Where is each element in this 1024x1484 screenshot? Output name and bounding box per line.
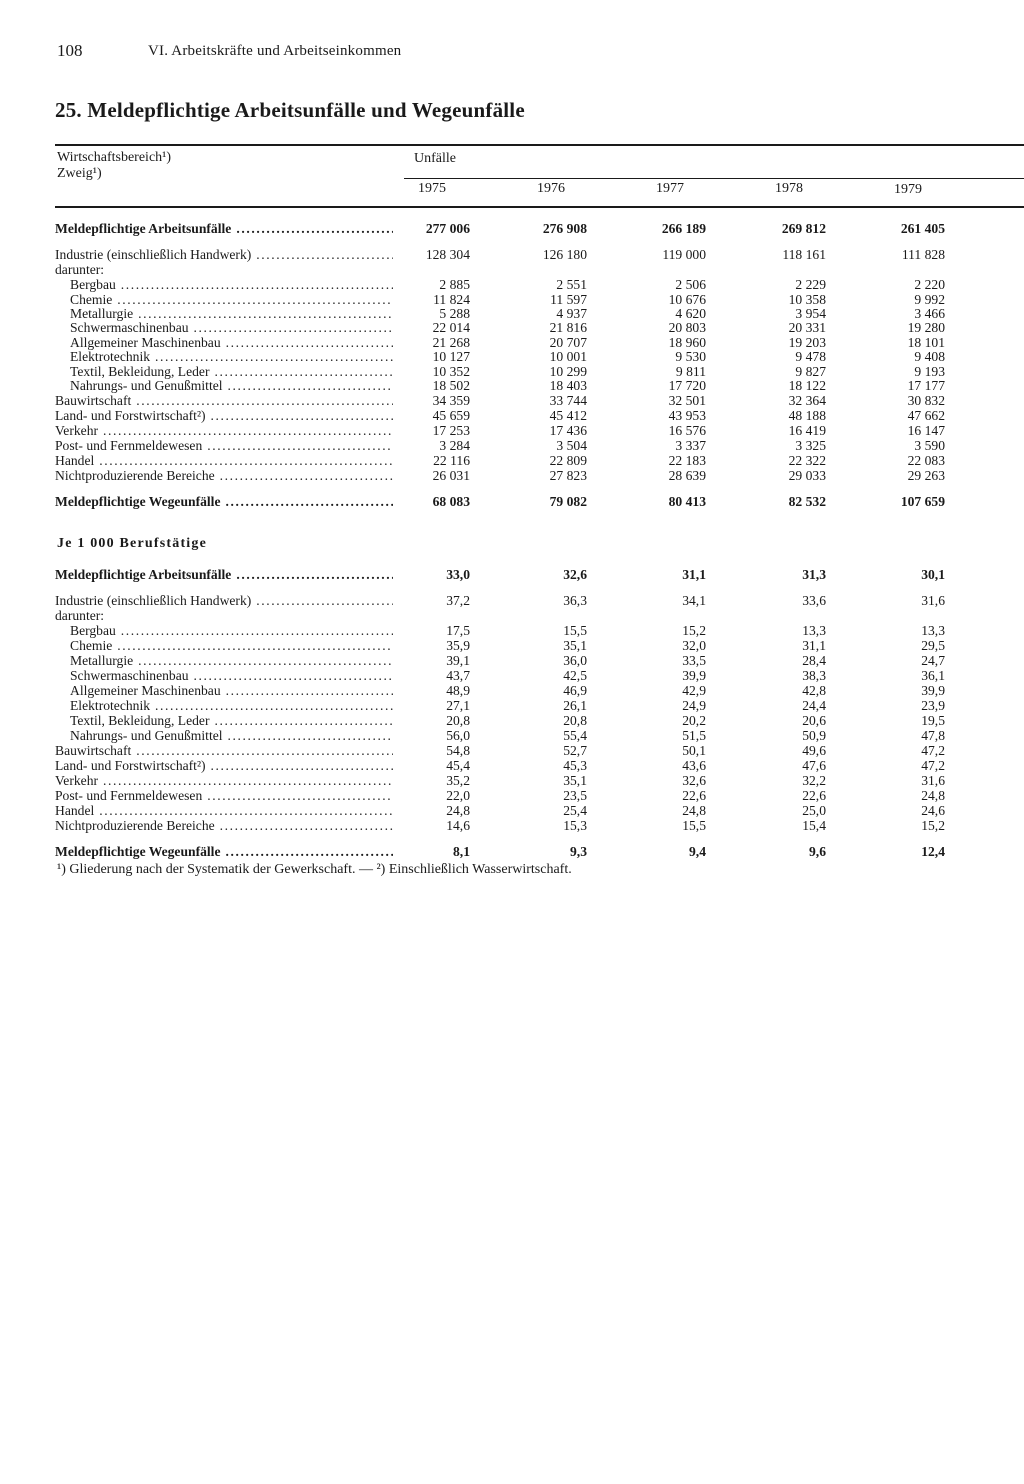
row-label: Handel ..... [55,803,393,818]
cell-1979: 3 590 [914,438,945,453]
cell-1979: 39,9 [921,683,945,698]
cell-1975: 34 359 [432,393,470,408]
row-label: Land- und Forstwirtschaft²) ..... [55,408,393,423]
cell-1975: 17,5 [446,623,470,638]
cell-1979: 19 280 [907,320,945,335]
row-label: Verkehr ..... [55,423,393,438]
year-header-1975: 1975 [418,181,446,196]
stub-header-line1: Wirtschaftsbereich¹) [57,150,172,165]
table-row [0,408,1024,423]
cell-1979: 47,2 [921,758,945,773]
cell-1976: 55,4 [563,728,587,743]
row-label: Bergbau ..... [70,277,393,292]
section-title-rates: Je 1 000 Berufstätige [57,536,208,551]
row-label: Bergbau ..... [70,623,393,638]
cell-1977: 22,6 [682,788,706,803]
table-row [0,803,1024,818]
cell-1977: 20,2 [682,713,706,728]
cell-1978: 42,8 [802,683,826,698]
cell-1977: 43 953 [668,408,706,423]
cell-1977: 32,0 [682,638,706,653]
row-label: Chemie ..... [70,638,393,653]
row-label: Textil, Bekleidung, Leder ..... [70,713,393,728]
cell-1978: 9,6 [809,844,826,859]
cell-1978: 25,0 [802,803,826,818]
cell-1977: 28 639 [668,468,706,483]
cell-1977: 15,2 [682,623,706,638]
cell-1975: 27,1 [446,698,470,713]
running-head: VI. Arbeitskräfte und Arbeitseinkommen [148,43,402,59]
cell-1975: 39,1 [446,653,470,668]
row-label: Nichtproduzierende Bereiche ..... [55,818,393,833]
cell-1978: 24,4 [802,698,826,713]
cell-1977: 3 337 [675,438,706,453]
cell-1978: 28,4 [802,653,826,668]
cell-1975: 14,6 [446,818,470,833]
cell-1978: 29 033 [788,468,826,483]
row-label: Nichtproduzierende Bereiche ..... [55,468,393,483]
cell-1976: 9,3 [570,844,587,859]
cell-1976: 11 597 [550,292,587,307]
cell-1976: 35,1 [563,638,587,653]
table-row [0,247,1024,262]
cell-1976: 15,3 [563,818,587,833]
cell-1978: 19 203 [788,335,826,350]
cell-1975: 45 659 [432,408,470,423]
table-row [0,494,1024,509]
cell-1977: 4 620 [675,306,706,321]
row-label: Post- und Fernmeldewesen ..... [55,788,393,803]
table-row [0,306,1024,321]
cell-1978: 33,6 [802,593,826,608]
row-label: Handel ..... [55,453,393,468]
cell-1977: 9,4 [689,844,706,859]
cell-1975: 35,9 [446,638,470,653]
cell-1979: 24,7 [921,653,945,668]
row-label: Meldepflichtige Wegeunfälle ..... [55,494,393,509]
table-row [0,335,1024,350]
cell-1978: 47,6 [802,758,826,773]
cell-1977: 15,5 [682,818,706,833]
cell-1977: 10 676 [668,292,706,307]
row-label: Chemie ..... [70,292,393,307]
cell-1978: 13,3 [802,623,826,638]
row-label: Elektrotechnik ..... [70,349,393,364]
year-header-1978: 1978 [775,181,803,196]
cell-1979: 36,1 [921,668,945,683]
row-label: Allgemeiner Maschinenbau ..... [70,335,393,350]
cell-1976: 27 823 [549,468,587,483]
table-row [0,608,1024,623]
table-row [0,818,1024,833]
cell-1975: 24,8 [446,803,470,818]
cell-1975: 35,2 [446,773,470,788]
cell-1978: 9 827 [795,364,826,379]
page-number: 108 [57,41,83,60]
table-row [0,393,1024,408]
table-row [0,653,1024,668]
cell-1975: 18 502 [432,378,470,393]
cell-1978: 18 122 [788,378,826,393]
cell-1979: 22 083 [907,453,945,468]
cell-1975: 22 116 [433,453,470,468]
cell-1975: 10 352 [432,364,470,379]
cell-1975: 37,2 [446,593,470,608]
cell-1978: 82 532 [788,494,826,509]
row-label: Meldepflichtige Arbeitsunfälle ..... [55,221,393,236]
table-row [0,728,1024,743]
cell-1979: 29 263 [907,468,945,483]
cell-1979: 30 832 [907,393,945,408]
cell-1977: 34,1 [682,593,706,608]
cell-1979: 31,6 [921,593,945,608]
cell-1979: 15,2 [921,818,945,833]
cell-1978: 38,3 [802,668,826,683]
table-row [0,320,1024,335]
table-row [0,773,1024,788]
cell-1979: 17 177 [907,378,945,393]
cell-1976: 52,7 [563,743,587,758]
table-row [0,262,1024,277]
cell-1976: 33 744 [549,393,587,408]
cell-1975: 68 083 [432,494,470,509]
cell-1977: 43,6 [682,758,706,773]
row-label: Schwermaschinenbau ..... [70,668,393,683]
cell-1979: 3 466 [914,306,945,321]
table-row [0,423,1024,438]
cell-1976: 3 504 [556,438,587,453]
cell-1978: 48 188 [788,408,826,423]
group-rule [404,178,1024,179]
cell-1977: 18 960 [668,335,706,350]
cell-1979: 111 828 [901,247,945,262]
table-row [0,698,1024,713]
table-row [0,683,1024,698]
table-row [0,668,1024,683]
cell-1975: 54,8 [446,743,470,758]
cell-1975: 11 824 [433,292,470,307]
stub-header-line2: Zweig¹) [57,166,102,181]
row-label: Land- und Forstwirtschaft²) ..... [55,758,393,773]
cell-1975: 43,7 [446,668,470,683]
cell-1976: 35,1 [563,773,587,788]
cell-1979: 107 659 [900,494,945,509]
row-label: Elektrotechnik ..... [70,698,393,713]
cell-1979: 31,6 [921,773,945,788]
cell-1975: 22 014 [432,320,470,335]
table-row [0,221,1024,236]
cell-1976: 20,8 [563,713,587,728]
cell-1979: 30,1 [921,567,945,582]
table-row [0,292,1024,307]
table-row [0,468,1024,483]
cell-1979: 47,8 [921,728,945,743]
table-row [0,758,1024,773]
cell-1976: 26,1 [563,698,587,713]
row-label: Nahrungs- und Genußmittel ..... [70,728,393,743]
cell-1978: 9 478 [795,349,826,364]
cell-1976: 10 299 [549,364,587,379]
row-label: Metallurgie ..... [70,653,393,668]
row-label: Meldepflichtige Wegeunfälle ..... [55,844,393,859]
cell-1979: 47 662 [907,408,945,423]
cell-1977: 9 811 [675,364,706,379]
cell-1975: 56,0 [446,728,470,743]
top-rule [55,144,1024,146]
cell-1977: 2 506 [675,277,706,292]
cell-1979: 23,9 [921,698,945,713]
cell-1978: 118 161 [782,247,826,262]
cell-1978: 50,9 [802,728,826,743]
cell-1976: 79 082 [549,494,587,509]
cell-1979: 13,3 [921,623,945,638]
row-label: darunter: [55,608,105,623]
cell-1975: 33,0 [446,567,470,582]
row-label: darunter: [55,262,105,277]
table-row [0,438,1024,453]
cell-1975: 17 253 [432,423,470,438]
header-bottom-rule [55,206,1024,208]
cell-1976: 15,5 [563,623,587,638]
row-label: Verkehr ..... [55,773,393,788]
cell-1977: 266 189 [661,221,706,236]
cell-1975: 10 127 [432,349,470,364]
cell-1979: 24,8 [921,788,945,803]
cell-1977: 119 000 [662,247,706,262]
cell-1976: 4 937 [556,306,587,321]
cell-1978: 49,6 [802,743,826,758]
table-row [0,593,1024,608]
row-label: Nahrungs- und Genußmittel ..... [70,378,393,393]
cell-1978: 2 229 [795,277,826,292]
table-row [0,453,1024,468]
cell-1979: 19,5 [921,713,945,728]
cell-1979: 12,4 [921,844,945,859]
cell-1978: 20,6 [802,713,826,728]
year-header-1976: 1976 [537,181,565,196]
cell-1978: 22 322 [788,453,826,468]
cell-1979: 16 147 [907,423,945,438]
footnote: ¹) Gliederung nach der Systematik der Gewerkschaft. — ²) Einschließlich Wasserwirtschaft. [57,862,572,877]
cell-1976: 23,5 [563,788,587,803]
cell-1976: 22 809 [549,453,587,468]
cell-1978: 16 419 [788,423,826,438]
cell-1978: 31,3 [802,567,826,582]
cell-1976: 2 551 [556,277,587,292]
cell-1977: 50,1 [682,743,706,758]
cell-1976: 45 412 [549,408,587,423]
cell-1975: 5 288 [439,306,470,321]
cell-1977: 31,1 [682,567,706,582]
cell-1979: 9 408 [914,349,945,364]
table-row [0,349,1024,364]
cell-1978: 3 954 [795,306,826,321]
cell-1979: 18 101 [907,335,945,350]
year-header-1979: 1979 [894,182,922,197]
row-label: Industrie (einschließlich Handwerk) ..... [55,593,393,608]
cell-1975: 20,8 [446,713,470,728]
cell-1976: 36,3 [563,593,587,608]
cell-1978: 3 325 [795,438,826,453]
cell-1975: 22,0 [446,788,470,803]
table-row [0,364,1024,379]
cell-1975: 21 268 [432,335,470,350]
cell-1975: 3 284 [439,438,470,453]
table-row [0,277,1024,292]
cell-1978: 32,2 [802,773,826,788]
year-header-1977: 1977 [656,181,684,196]
cell-1976: 42,5 [563,668,587,683]
cell-1979: 47,2 [921,743,945,758]
group-header: Unfälle [414,151,456,166]
cell-1976: 25,4 [563,803,587,818]
row-label: Schwermaschinenbau ..... [70,320,393,335]
cell-1979: 261 405 [900,221,945,236]
cell-1976: 20 707 [549,335,587,350]
cell-1978: 22,6 [802,788,826,803]
row-label: Post- und Fernmeldewesen ..... [55,438,393,453]
cell-1977: 20 803 [668,320,706,335]
cell-1978: 269 812 [781,221,826,236]
cell-1977: 80 413 [668,494,706,509]
cell-1977: 33,5 [682,653,706,668]
cell-1976: 276 908 [542,221,587,236]
row-label: Metallurgie ..... [70,306,393,321]
cell-1975: 45,4 [446,758,470,773]
row-label: Meldepflichtige Arbeitsunfälle ..... [55,567,393,582]
cell-1977: 9 530 [675,349,706,364]
cell-1979: 24,6 [921,803,945,818]
cell-1977: 51,5 [682,728,706,743]
cell-1976: 46,9 [563,683,587,698]
cell-1977: 24,8 [682,803,706,818]
table-row [0,844,1024,859]
cell-1975: 128 304 [425,247,470,262]
cell-1977: 32,6 [682,773,706,788]
cell-1979: 9 193 [914,364,945,379]
cell-1977: 16 576 [668,423,706,438]
cell-1977: 42,9 [682,683,706,698]
table-row [0,788,1024,803]
table-row [0,378,1024,393]
table-row [0,743,1024,758]
cell-1978: 20 331 [788,320,826,335]
cell-1978: 15,4 [802,818,826,833]
row-label: Bauwirtschaft ..... [55,393,393,408]
table-row [0,623,1024,638]
cell-1979: 9 992 [914,292,945,307]
table-row [0,713,1024,728]
cell-1978: 10 358 [788,292,826,307]
table-title: 25. Meldepflichtige Arbeitsunfälle und Wegeunfälle [55,98,525,122]
cell-1975: 48,9 [446,683,470,698]
cell-1976: 126 180 [542,247,587,262]
cell-1979: 29,5 [921,638,945,653]
cell-1975: 2 885 [439,277,470,292]
cell-1979: 2 220 [914,277,945,292]
row-label: Industrie (einschließlich Handwerk) ..... [55,247,393,262]
cell-1976: 45,3 [563,758,587,773]
cell-1977: 17 720 [668,378,706,393]
cell-1975: 277 006 [425,221,470,236]
row-label: Textil, Bekleidung, Leder ..... [70,364,393,379]
cell-1976: 10 001 [549,349,587,364]
cell-1978: 32 364 [788,393,826,408]
cell-1976: 18 403 [549,378,587,393]
cell-1978: 31,1 [802,638,826,653]
cell-1976: 36,0 [563,653,587,668]
cell-1975: 8,1 [453,844,470,859]
table-row [0,638,1024,653]
row-label: Allgemeiner Maschinenbau ..... [70,683,393,698]
cell-1977: 22 183 [668,453,706,468]
cell-1976: 17 436 [549,423,587,438]
cell-1976: 32,6 [563,567,587,582]
cell-1977: 39,9 [682,668,706,683]
cell-1977: 24,9 [682,698,706,713]
cell-1976: 21 816 [549,320,587,335]
table-row [0,567,1024,582]
cell-1975: 26 031 [432,468,470,483]
row-label: Bauwirtschaft ..... [55,743,393,758]
cell-1977: 32 501 [668,393,706,408]
